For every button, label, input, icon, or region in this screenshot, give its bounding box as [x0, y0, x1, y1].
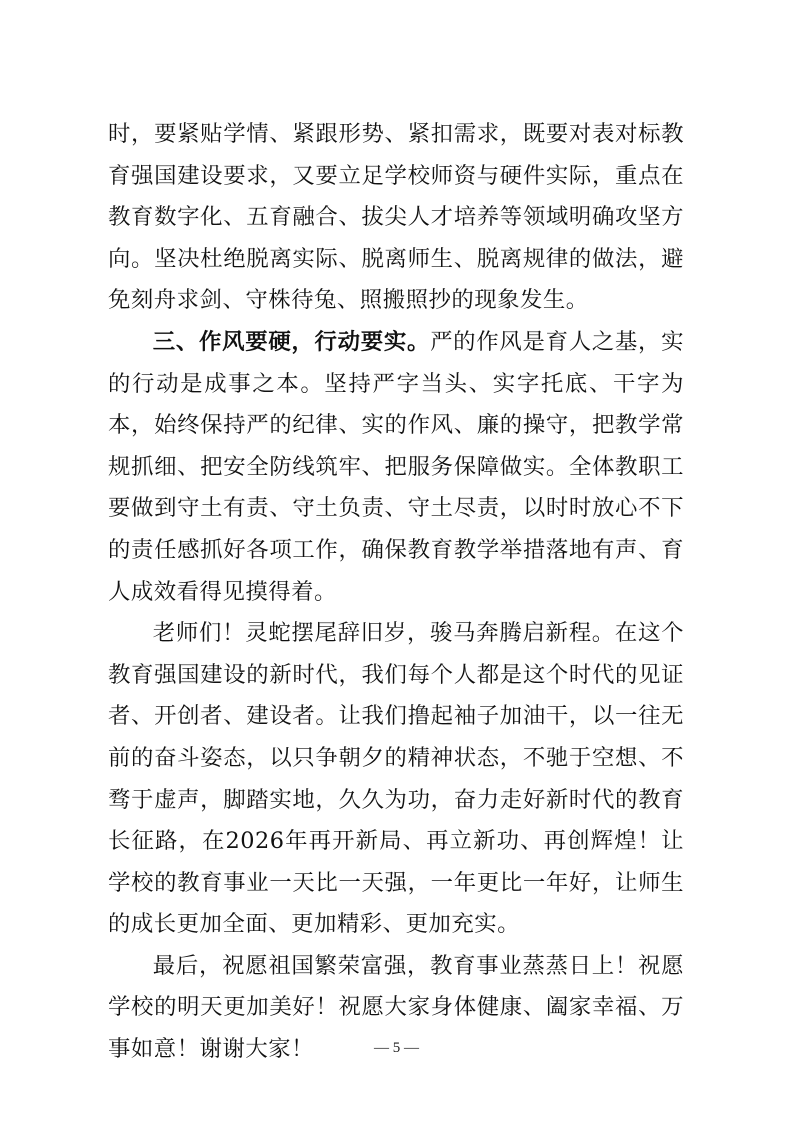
paragraph-text: 严的作风是育人之基，实的行动是成事之本。坚持严字当头、实字托底、干字为本，始终保持严的纪律、实的作风、廉的操守，把教学常规抓细、把安全防线筑牢、把服务保障做实。全体教职工要做到守土有责、守土负责、守土尽责，以时时放心不下的责任感抓好各项工作，确保教育教学举措落地有声、育人成效看得见摸得着。: [108, 328, 685, 605]
paragraph-text: 最后，祝愿祖国繁荣富强，教育事业蒸蒸日上！祝愿学校的明天更加美好！祝愿大家身体健康、阖家幸福、万事如意！谢谢大家！: [108, 952, 684, 1063]
paragraph-section-three: [108, 322, 684, 613]
page-number: — 5 —: [374, 1040, 419, 1056]
paragraph-teachers: [108, 613, 684, 946]
paragraph-text: 时，要紧贴学情、紧跟形势、紧扣需求，既要对表对标教育强国建设要求，又要立足学校师资与硬件实际，重点在教育数字化、五育融合、拔尖人才培养等领域明确攻坚方向。坚决杜绝脱离实际、脱离师生、脱离规律的做法，避免刻舟求剑、守株待兔、照搬照抄的现象发生。: [108, 121, 684, 314]
document-body: [108, 114, 684, 1071]
paragraph-continued: [108, 114, 684, 322]
paragraph-text: 老师们！灵蛇摆尾辞旧岁，骏马奔腾启新程。在这个教育强国建设的新时代，我们每个人都是这个时代的见证者、开创者、建设者。让我们撸起袖子加油干，以一往无前的奋斗姿态，以只争朝夕的精神状态，不驰于空想、不骛于虚声，脚踏实地，久久为功，奋力走好新时代的教育长征路，在2026年再开新局、再立新功、再创辉煌！让学校的教育事业一天比一天强，一年更比一年好，让师生的成长更加全面、更加精彩、更加充实。: [108, 620, 684, 938]
section-heading: 三、作风要硬，行动要实。: [152, 328, 431, 355]
